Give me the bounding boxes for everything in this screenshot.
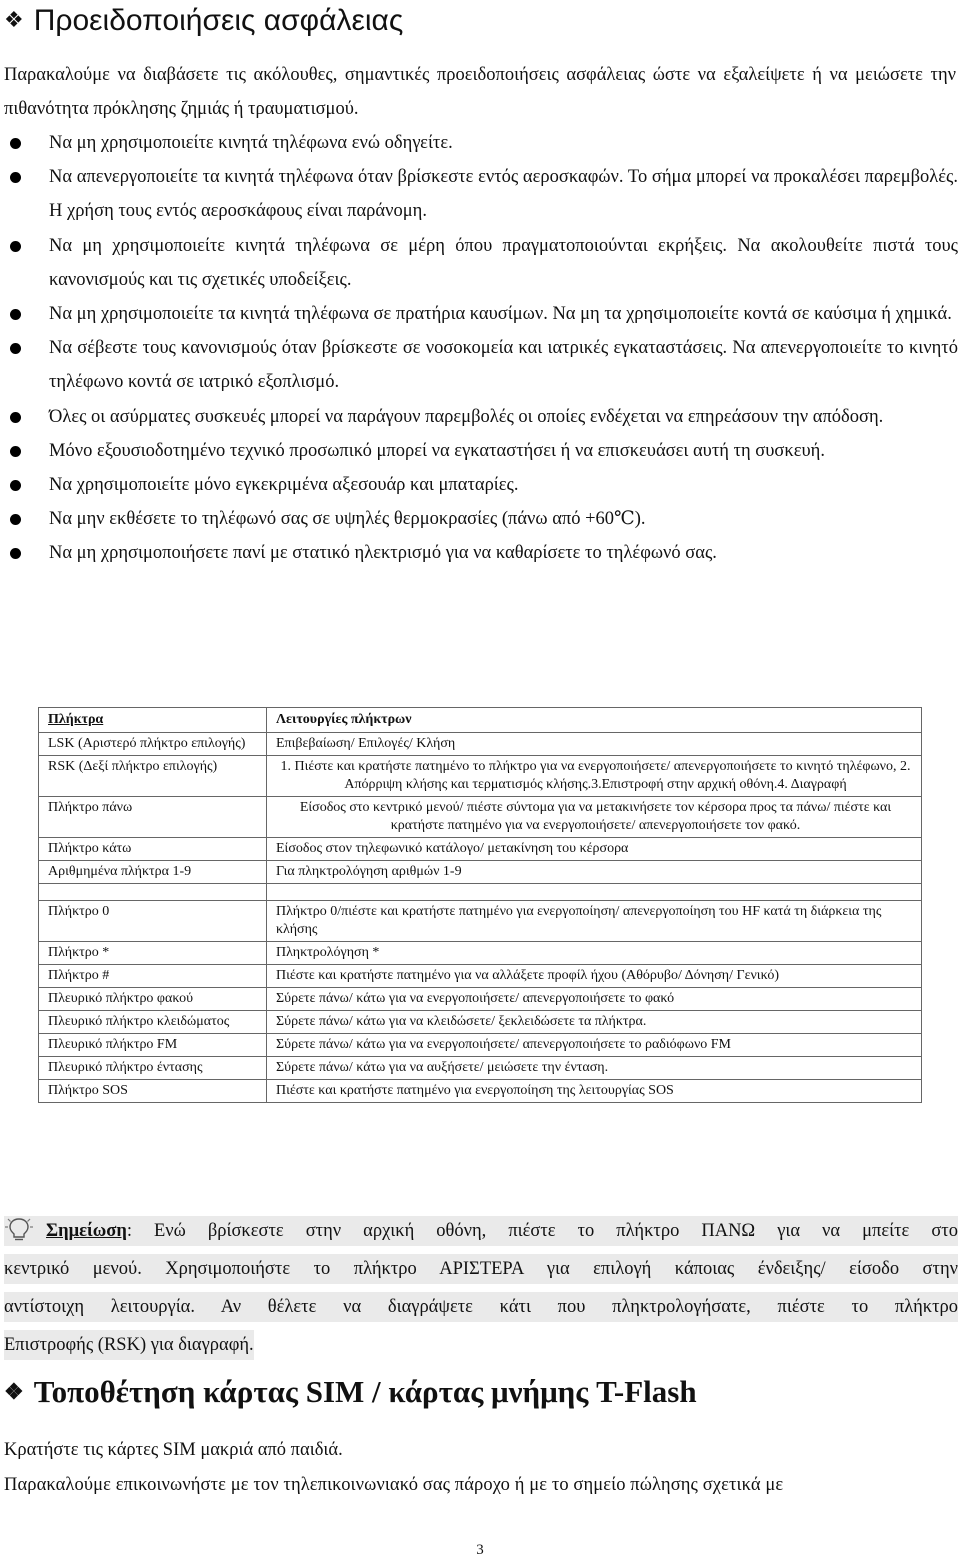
section-title-text: Τοποθέτηση κάρτας SIM / κάρτας μνήμης T-Flash xyxy=(33,1374,697,1409)
table-row: Πλήκτρο πάνω Είσοδος στο κεντρικό μενού/ πιέστε σύντομα για να μετακινήσετε τον κέρσορα προς τα πάνω/ πιέστε και κρατήστε πατημένο για να ενεργοποιήσετε/ απενεργοποιήσετε τον φακό. xyxy=(39,797,922,838)
note-line: κεντρικό μενού. Χρησιμοποιήστε το πλήκτρο ΑΡΙΣΤΕΡΑ για επιλογή κάποιας ένδειξης/ είσοδο στην xyxy=(4,1254,958,1284)
bullet-icon xyxy=(10,514,21,525)
bullet-icon xyxy=(10,412,21,423)
list-item: Να μη χρησιμοποιείτε κινητά τηλέφωνα σε μέρη όπου πραγματοποιούνται εκρήξεις. Να ακολουθείτε πιστά τους κανονισμούς και τις σχετικές υποδείξεις. xyxy=(0,229,958,297)
section-title-sim xyxy=(4,1374,697,1410)
list-item: Όλες οι ασύρματες συσκευές μπορεί να παράγουν παρεμβολές οι οποίες ενδέχεται να επηρεάσουν την απόδοση. xyxy=(0,400,958,434)
sim-paragraph-1: Κρατήστε τις κάρτες SIM μακριά από παιδιά. xyxy=(4,1440,343,1460)
section-title-safety xyxy=(4,2,403,39)
bullet-icon xyxy=(10,172,21,183)
bullet-icon xyxy=(10,343,21,354)
note-line: Σημείωση: Ενώ βρίσκεστε στην αρχική οθόνη, πιέστε το πλήκτρο ΠΑΝΩ για να μπείτε στο xyxy=(4,1216,958,1246)
list-item: Να μη χρησιμοποιείτε κινητά τηλέφωνα ενώ οδηγείτε. xyxy=(0,126,958,160)
table-row: RSK (Δεξί πλήκτρο επιλογής) 1. Πιέστε και κρατήστε πατημένο το πλήκτρο για να ενεργοποιήσετε/ απενεργοποιήσετε το κινητό τηλέφωνο, 2. Απόρριψη κλήσης και τερματισμός κλήσης.3.Επιστροφή στην αρχική οθόνη.4. Διαγραφή xyxy=(39,756,922,797)
intro-paragraph: Παρακαλούμε να διαβάσετε τις ακόλουθες, σημαντικές προειδοποιήσεις ασφάλειας ώστε να εξαλείψετε ή να μειώσετε την πιθανότητα πρόκλησης ζημιάς ή τραυματισμού. xyxy=(4,65,956,119)
note-box xyxy=(4,1216,958,1368)
list-item: Μόνο εξουσιοδοτημένο τεχνικό προσωπικό μπορεί να εγκαταστήσει ή να επισκευάσει αυτή τη συσκευή. xyxy=(0,434,958,468)
lightbulb-icon xyxy=(4,1216,34,1242)
table-row: Πλήκτρο * Πληκτρολόγηση * xyxy=(39,942,922,965)
table-spacer-row xyxy=(39,884,922,901)
list-item: Να απενεργοποιείτε τα κινητά τηλέφωνα όταν βρίσκεστε εντός αεροσκαφών. Το σήμα μπορεί να προκαλέσει παρεμβολές. Η χρήση τους εντός αεροσκάφους είναι παράνομη. xyxy=(0,160,958,228)
keys-table xyxy=(38,707,922,1103)
warnings-list xyxy=(0,126,958,571)
section-title-text: Προειδοποιήσεις ασφάλειας xyxy=(33,4,404,37)
bullet-icon xyxy=(10,548,21,559)
note-line: αντίστοιχη λειτουργία. Αν θέλετε να διαγράψετε κάτι που πληκτρολογήσατε, πιέστε το πλήκτρο xyxy=(4,1292,958,1322)
note-line: Επιστροφής (RSK) για διαγραφή. xyxy=(4,1330,254,1360)
table-row: Πλήκτρο # Πιέστε και κρατήστε πατημένο για να αλλάξετε προφίλ ήχου (Αθόρυβο/ Δόνηση/ Γενικό) xyxy=(39,965,922,988)
bullet-icon xyxy=(10,309,21,320)
sim-paragraph-2: Παρακαλούμε επικοινωνήστε με τον τηλεπικοινωνιακό σας πάροχο ή με το σημείο πώλησης σχετικά με xyxy=(4,1475,784,1495)
page-number: 3 xyxy=(476,1542,484,1558)
table-row: Αριθμημένα πλήκτρα 1-9 Για πληκτρολόγηση αριθμών 1-9 xyxy=(39,861,922,884)
list-item: Να χρησιμοποιείτε μόνο εγκεκριμένα αξεσουάρ και μπαταρίες. xyxy=(0,468,958,502)
table-row: Πλευρικό πλήκτρο FM Σύρετε πάνω/ κάτω για να ενεργοποιήσετε/ απενεργοποιήσετε το ραδιόφωνο FM xyxy=(39,1034,922,1057)
bullet-icon xyxy=(10,480,21,491)
list-item: Να σέβεστε τους κανονισμούς όταν βρίσκεστε σε νοσοκομεία και ιατρικές εγκαταστάσεις. Να απενεργοποιείτε το κινητό τηλέφωνο κοντά σε ιατρικό εξοπλισμό. xyxy=(0,331,958,399)
list-item: Να μη χρησιμοποιείτε τα κινητά τηλέφωνα σε πρατήρια καυσίμων. Να μη τα χρησιμοποιείτε κοντά σε καύσιμα ή χημικά. xyxy=(0,297,958,331)
table-row: LSK (Αριστερό πλήκτρο επιλογής) Επιβεβαίωση/ Επιλογές/ Κλήση xyxy=(39,733,922,756)
diamond-bullet-icon: ❖ xyxy=(4,1379,24,1404)
table-row: Πλευρικό πλήκτρο έντασης Σύρετε πάνω/ κάτω για να αυξήσετε/ μειώσετε την ένταση. xyxy=(39,1057,922,1080)
diamond-bullet-icon: ❖ xyxy=(4,7,24,32)
bullet-icon xyxy=(10,138,21,149)
table-header-row xyxy=(39,708,922,733)
table-header-function: Λειτουργίες πλήκτρων xyxy=(267,708,922,733)
bullet-icon xyxy=(10,241,21,252)
table-row: Πλήκτρο SOS Πιέστε και κρατήστε πατημένο για ενεργοποίηση της λειτουργίας SOS xyxy=(39,1080,922,1103)
table-row: Πλήκτρο κάτω Είσοδος στον τηλεφωνικό κατάλογο/ μετακίνηση του κέρσορα xyxy=(39,838,922,861)
bullet-icon xyxy=(10,446,21,457)
table-header-key: Πλήκτρα xyxy=(39,708,267,733)
list-item: Να μην εκθέσετε το τηλέφωνό σας σε υψηλές θερμοκρασίες (πάνω από +60℃). xyxy=(0,502,958,536)
list-item: Να μη χρησιμοποιήσετε πανί με στατικό ηλεκτρισμό για να καθαρίσετε το τηλέφωνό σας. xyxy=(0,536,958,570)
note-label: Σημείωση xyxy=(46,1221,127,1241)
table-row: Πλευρικό πλήκτρο φακού Σύρετε πάνω/ κάτω για να ενεργοποιήσετε/ απενεργοποιήσετε το φακό xyxy=(39,988,922,1011)
table-row: Πλευρικό πλήκτρο κλειδώματος Σύρετε πάνω/ κάτω για να κλειδώσετε/ ξεκλειδώσετε τα πλήκτρα. xyxy=(39,1011,922,1034)
table-row: Πλήκτρο 0 Πλήκτρο 0/πιέστε και κρατήστε πατημένο για ενεργοποίηση/ απενεργοποίηση του HF κατά τη διάρκεια της κλήσης xyxy=(39,901,922,942)
